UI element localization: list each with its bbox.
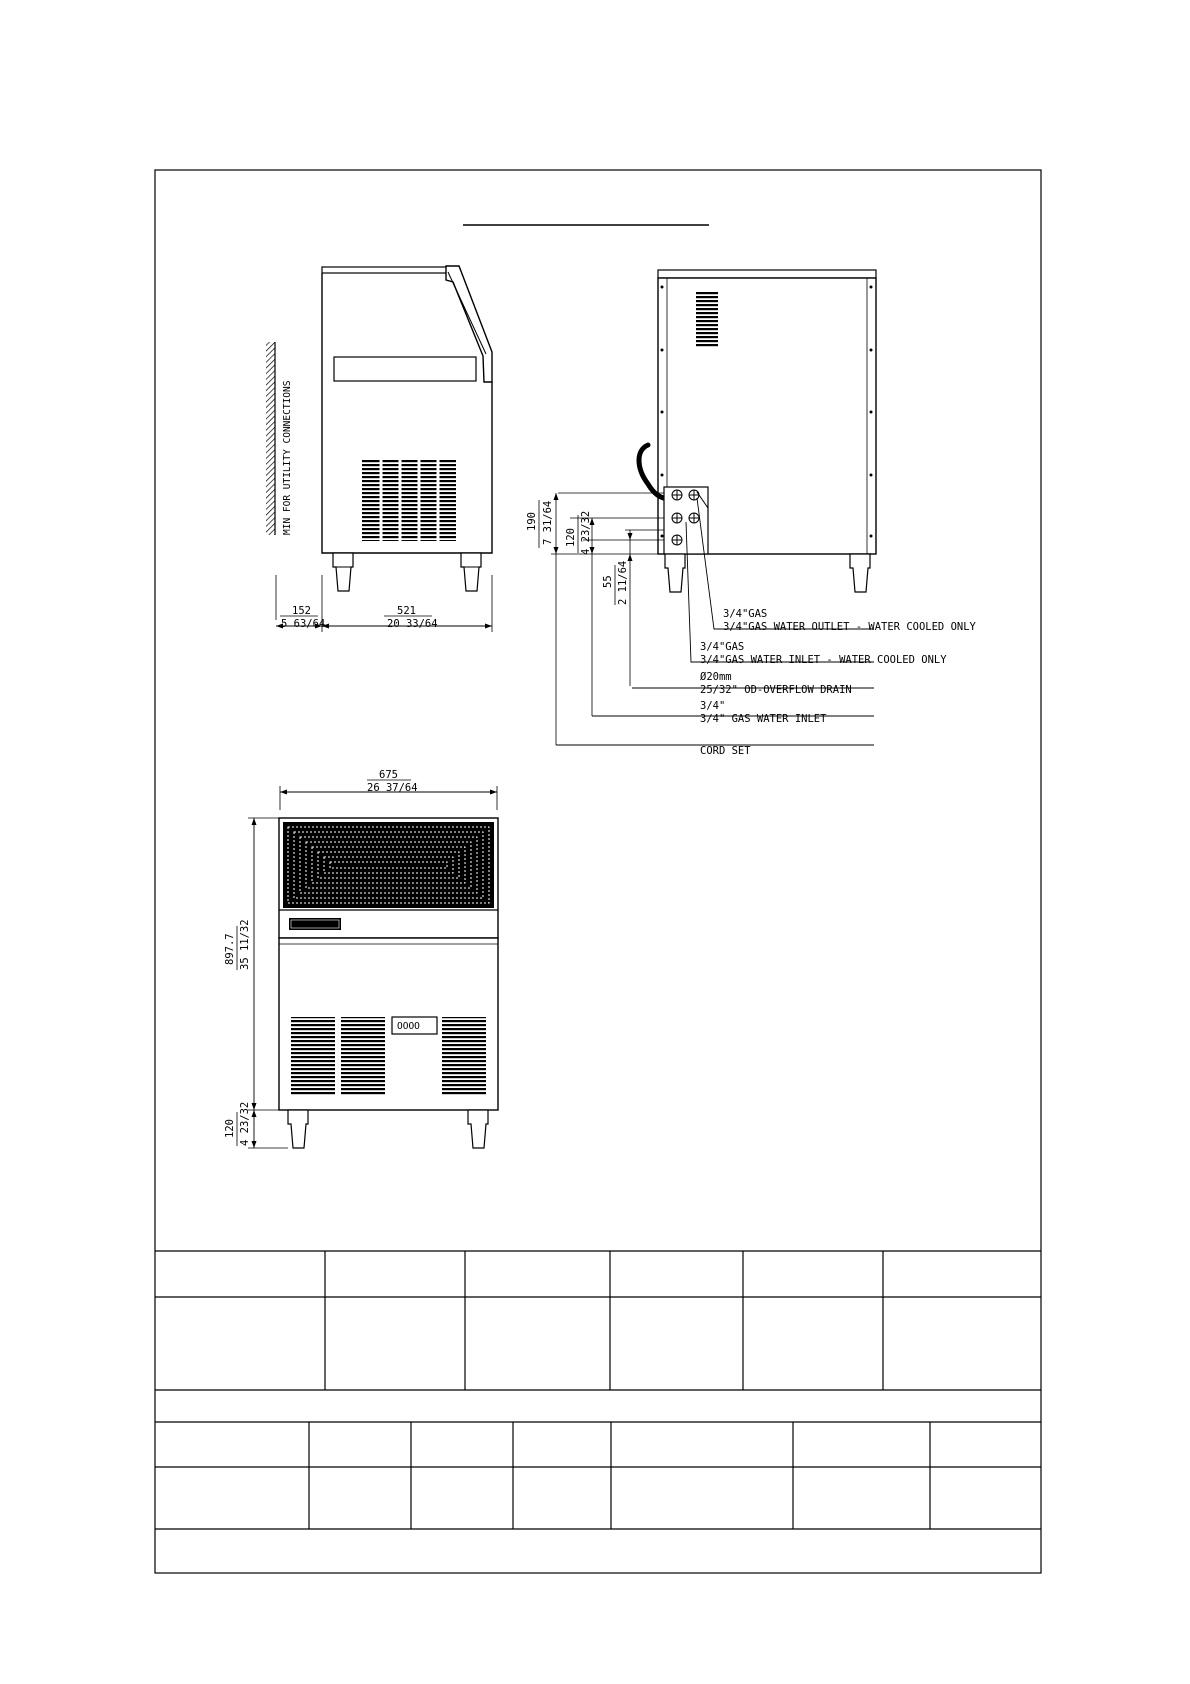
dim-clearance-in: 5 63/64 — [281, 618, 326, 630]
rear-view — [526, 270, 977, 757]
side-view — [266, 266, 492, 632]
rear-vent — [696, 292, 718, 348]
dim-legs-in: 4 23/32 — [239, 1101, 251, 1146]
wall-hatch — [266, 342, 275, 535]
callout-1-line1: 3/4"GAS — [723, 608, 768, 620]
dim-120-in: 4 23/32 — [580, 510, 592, 555]
dim-legs-mm: 120 — [224, 1119, 236, 1138]
front-vent-right — [442, 1017, 486, 1095]
callout-5-line2: CORD SET — [700, 745, 751, 757]
dim-height-in: 35 11/32 — [239, 919, 251, 970]
callout-2-line1: 3/4"GAS — [700, 641, 745, 653]
dim-55-mm: 55 — [602, 575, 614, 588]
callout-4-line2: 3/4" GAS WATER INLET — [700, 713, 827, 725]
dim-height-mm: 897.7 — [224, 933, 236, 965]
front-vent-middle — [341, 1017, 385, 1095]
callout-3-line1: Ø20mm — [700, 671, 732, 683]
dim-width-mm: 675 — [379, 769, 398, 781]
callout-2-line2: 3/4"GAS WATER INLET - WATER COOLED ONLY — [700, 654, 947, 666]
callout-4-line1: 3/4" — [700, 700, 726, 712]
display-text: OOOO — [397, 1021, 420, 1032]
front-vent-left — [291, 1017, 335, 1095]
dim-120-mm: 120 — [565, 528, 577, 547]
wall-note: MIN FOR UTILITY CONNECTIONS — [282, 380, 293, 535]
dim-55-in: 2 11/64 — [617, 560, 629, 605]
spec-table — [155, 1251, 1041, 1529]
dim-190-mm: 190 — [526, 512, 538, 531]
dim-width-in: 26 37/64 — [367, 782, 418, 794]
side-vent-louvers — [362, 459, 456, 541]
callout-3-line2: 25/32" OD-OVERFLOW DRAIN — [700, 684, 852, 696]
dim-clearance-mm: 152 — [292, 605, 311, 617]
callout-1-line2: 3/4"GAS WATER OUTLET - WATER COOLED ONLY — [723, 621, 976, 633]
dim-depth-mm: 521 — [397, 605, 416, 617]
dim-190-in: 7 31/64 — [542, 500, 554, 545]
front-door-grille — [283, 822, 494, 908]
dim-depth-in: 20 33/64 — [387, 618, 438, 630]
front-view — [224, 769, 498, 1148]
